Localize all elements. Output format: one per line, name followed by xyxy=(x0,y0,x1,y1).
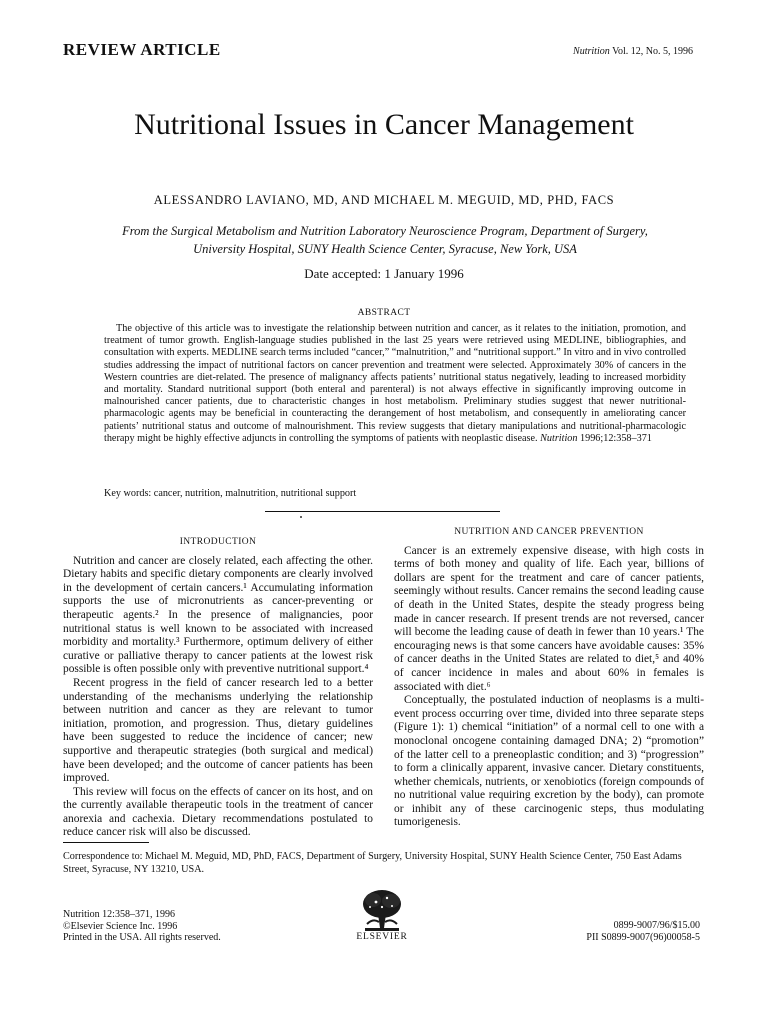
correspondence-note: Correspondence to: Michael M. Meguid, MD, PhD, FACS, Department of Surgery, University Hospital, SUNY Health Science Center, 750 East Adams Street, Syracuse, NY 13210, USA. xyxy=(63,851,682,875)
divider-dot xyxy=(300,516,302,518)
issn-price: 0899-9007/96/$15.00 xyxy=(613,920,700,931)
journal-name: Nutrition xyxy=(573,46,610,57)
pii-identifier: PII S0899-9007(96)00058-5 xyxy=(586,931,700,943)
introduction-paragraph-3: This review will focus on the effects of cancer on its host, and on the currently available therapeutic tools in the treatment of cancer anorexia and cachexia. Dietary recommendations postulated to reduce cancer risk will also be discussed. xyxy=(63,785,373,839)
abstract-citation-journal: Nutrition xyxy=(540,432,578,444)
publisher-name: ELSEVIER xyxy=(356,932,408,942)
date-accepted: Date accepted: 1 January 1996 xyxy=(304,266,464,281)
abstract-heading: ABSTRACT xyxy=(357,308,411,318)
footer-citation: Nutrition 12:358–371, 1996 xyxy=(63,909,175,920)
footer-rights: Printed in the USA. All rights reserved. xyxy=(63,932,221,943)
footer-copyright: ©Elsevier Science Inc. 1996 xyxy=(63,920,178,932)
article-title: Nutritional Issues in Cancer Management xyxy=(134,108,634,141)
volume-info: Vol. 12, No. 5, 1996 xyxy=(612,46,693,57)
prevention-paragraph-2: Conceptually, the postulated induction of neoplasms is a multi-event process occurring over time, divided into three separate steps (Figure 1): 1) chemical “initiation” of a normal cell to one with a monoclonal oncogene containing damaged DNA; 2) “promotion” of the latter cell to a preneoplastic condition; and 3) “progression” to form a clinically apparent, invasive cancer. Dietary constituents, whether chemicals, nutrients, or xenobiotics (foreign compounds of no nutritional value requiring excretion by the body), can promote or inhibit any of these carcinogenic steps, thus modulating tumorigenesis. xyxy=(394,694,704,829)
abstract-body xyxy=(104,323,686,445)
affiliation-line-1: From the Surgical Metabolism and Nutrition Laboratory Neuroscience Program, Department of Surgery, xyxy=(122,224,648,238)
introduction-paragraph-2: Recent progress in the field of cancer research led to a better understanding of the mechanisms underlying the relationship between nutrition and cancer as they are relevant to tumor initiation, promotion, and progression. Thus, dietary guidelines have been suggested to reduce the incidence of cancer; new supportive and therapeutic strategies (both surgical and medical) have been developed; and the outcome of cancer patients has been improved. xyxy=(63,676,373,785)
section-label: REVIEW ARTICLE xyxy=(63,40,221,59)
author-affiliation xyxy=(60,222,710,258)
prevention-heading: NUTRITION AND CANCER PREVENTION xyxy=(454,527,644,537)
footer-right xyxy=(586,920,700,943)
introduction-heading: INTRODUCTION xyxy=(179,537,257,547)
elsevier-tree-icon xyxy=(359,888,405,932)
keywords: Key words: cancer, nutrition, malnutrition, nutritional support xyxy=(104,488,357,499)
introduction-paragraph-1: Nutrition and cancer are closely related, each affecting the other. Dietary habits and specific dietary components are clearly involved in the development of certain cancers.¹ Accumulating information supports the use of micronutrients as cancer-preventing or therapeutic agents.² In the presence of malignancies, poor nutritional status is well known to be associated with increased morbidity and mortality.³ Furthermore, optimum delivery of either curative or palliative therapy to cancer patients at the lowest risk possible is often possible only with preventive nutritional support.⁴ xyxy=(63,554,373,676)
footer-left xyxy=(63,909,221,944)
article-authors: ALESSANDRO LAVIANO, MD, AND MICHAEL M. MEGUID, MD, PHD, FACS xyxy=(153,193,615,207)
publisher-logo xyxy=(348,888,416,942)
left-column xyxy=(63,526,373,840)
journal-citation-header xyxy=(573,46,693,57)
right-column xyxy=(394,526,704,830)
prevention-paragraph-1: Cancer is an extremely expensive disease, with high costs in terms of both money and quality of life. Each year, billions of dollars are spent for the treatment and care of cancer patients, seemingly without results. Cancer remains the second leading cause of death in the United States, despite the steady progress being made in cancer research. If present trends are not reversed, cancer will become the leading cause of death in fewer than 10 years.¹ The encouraging news is that some cancers have avoidable causes: 35% of cancer deaths in the United States are related to diet,⁵ and 40% of cancer incidence in males and about 60% in females is associated with diet.⁶ xyxy=(394,544,704,693)
section-divider xyxy=(265,511,500,512)
abstract-citation-ref: 1996;12:358–371 xyxy=(580,432,652,444)
abstract-text: The objective of this article was to investigate the relationship between nutrition and cancer, as it relates to the initiation, promotion, and treatment of tumor growth. English-language studies published in the last 25 years were retrieved using MEDLINE, bibliographies, and consultation with experts. MEDLINE search terms included “cancer,” “malnutrition,” and “nutritional support.” In vitro and in vivo controlled studies addressing the impact of nutritional factors on cancer prevention and treatment were selected. Approximately 30% of cancers in the Western countries are diet-related. The presence of malignancy affects patients’ nutritional status negatively, leading to increased morbidity and mortality. Standard nutritional support (both enteral and parenteral) is not always effective in significantly improving outcome in malnourished cancer patients, due to characteristic changes in host metabolism. Preliminary studies suggest that newer nutritional-pharmacologic agents may be beneficial in counteracting the derangement of host metabolism, and consequently in ameliorating cancer patients’ nutritional status and outcome of malnourishment. This review suggests that dietary manipulations and nutritional-pharmacologic therapy might be highly effective adjuncts in controlling the symptoms of patients with neoplastic disease. xyxy=(104,323,686,444)
affiliation-line-2: University Hospital, SUNY Health Science Center, Syracuse, New York, USA xyxy=(193,242,577,256)
footnote-rule xyxy=(63,842,149,843)
